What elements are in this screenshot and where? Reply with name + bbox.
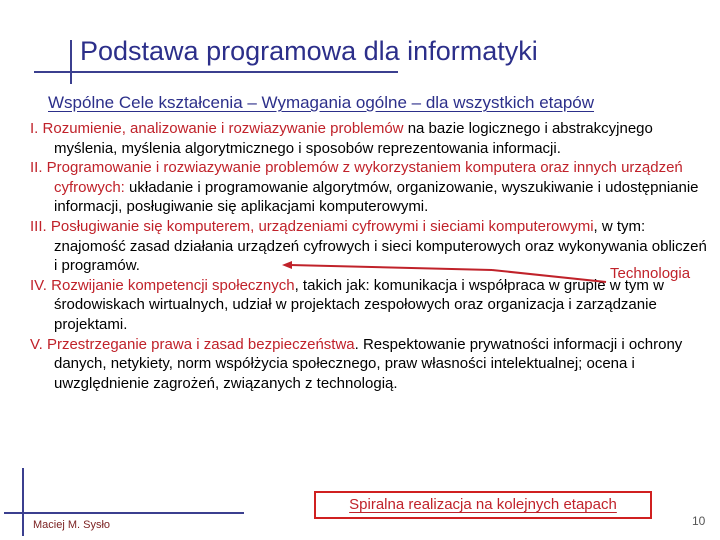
- item-text: na bazie logicznego i abstrakcyjnego myślenia, myślenia algorytmicznego i sposobów reprezentowania informacji.: [54, 120, 653, 157]
- item-heading: Posługiwanie się komputerem, urządzeniami cyfrowymi i sieciami komputerowymi: [50, 217, 594, 235]
- author: Maciej M. Sysło: [33, 519, 111, 531]
- item-prefix: III.: [30, 217, 51, 235]
- item-text: . Respektowanie prywatności informacji i ochrony danych, netykiety, norm współżycia społecznego, praw własności intelektualnej; ocena i uwzględnienie zagrożeń, związanych z technologią.: [54, 335, 683, 392]
- list-item: [30, 119, 710, 158]
- item-heading: Przestrzeganie prawa i zasad bezpieczeństwa: [46, 335, 355, 353]
- item-text: układanie i programowanie algorytmów, organizowanie, wyszukiwanie i udostępnianie informacji, posługiwanie się aplikacjami komputerowymi.: [54, 178, 699, 216]
- list-item: [30, 335, 710, 394]
- requirements-list: [30, 119, 710, 393]
- page-number: 10: [692, 514, 706, 528]
- spiral-realization-box: Spiralna realizacja na kolejnych etapach: [314, 491, 652, 519]
- item-prefix: V.: [30, 335, 47, 353]
- footer-horizontal-rule: [4, 512, 244, 514]
- title-horizontal-rule: [34, 71, 398, 73]
- item-prefix: II.: [30, 159, 47, 177]
- arrow-icon: [280, 258, 610, 288]
- item-prefix: IV.: [30, 276, 52, 294]
- list-item: [30, 158, 710, 217]
- item-text: , w tym: znajomość zasad działania urządzeń cyfrowych i sieci komputerowych oraz wykonywania obliczeń i programów.: [54, 217, 707, 275]
- title-vertical-rule: [70, 40, 72, 84]
- page-subtitle: Wspólne Cele kształcenia – Wymagania ogólne – dla wszystkich etapów: [48, 93, 595, 112]
- item-heading: Rozumienie, analizowanie i rozwiazywanie problemów: [42, 120, 404, 137]
- item-heading: Programowanie i rozwiazywanie problemów z wykorzystaniem komputera oraz innych urządzeń cyfrowych:: [46, 159, 683, 196]
- item-heading: Rozwijanie kompetencji społecznych: [51, 276, 295, 294]
- technology-annotation: Technologia: [610, 265, 691, 282]
- item-prefix: I.: [30, 120, 43, 137]
- item-text: , takich jak: komunikacja i współpraca w grupie w tym w środowiskach wirtualnych, udział w projektach zespołowych oraz organizacja i zarządzanie projektami.: [54, 276, 664, 333]
- page-title: Podstawa programowa dla informatyki: [80, 36, 538, 66]
- footer-vertical-rule: [22, 468, 24, 536]
